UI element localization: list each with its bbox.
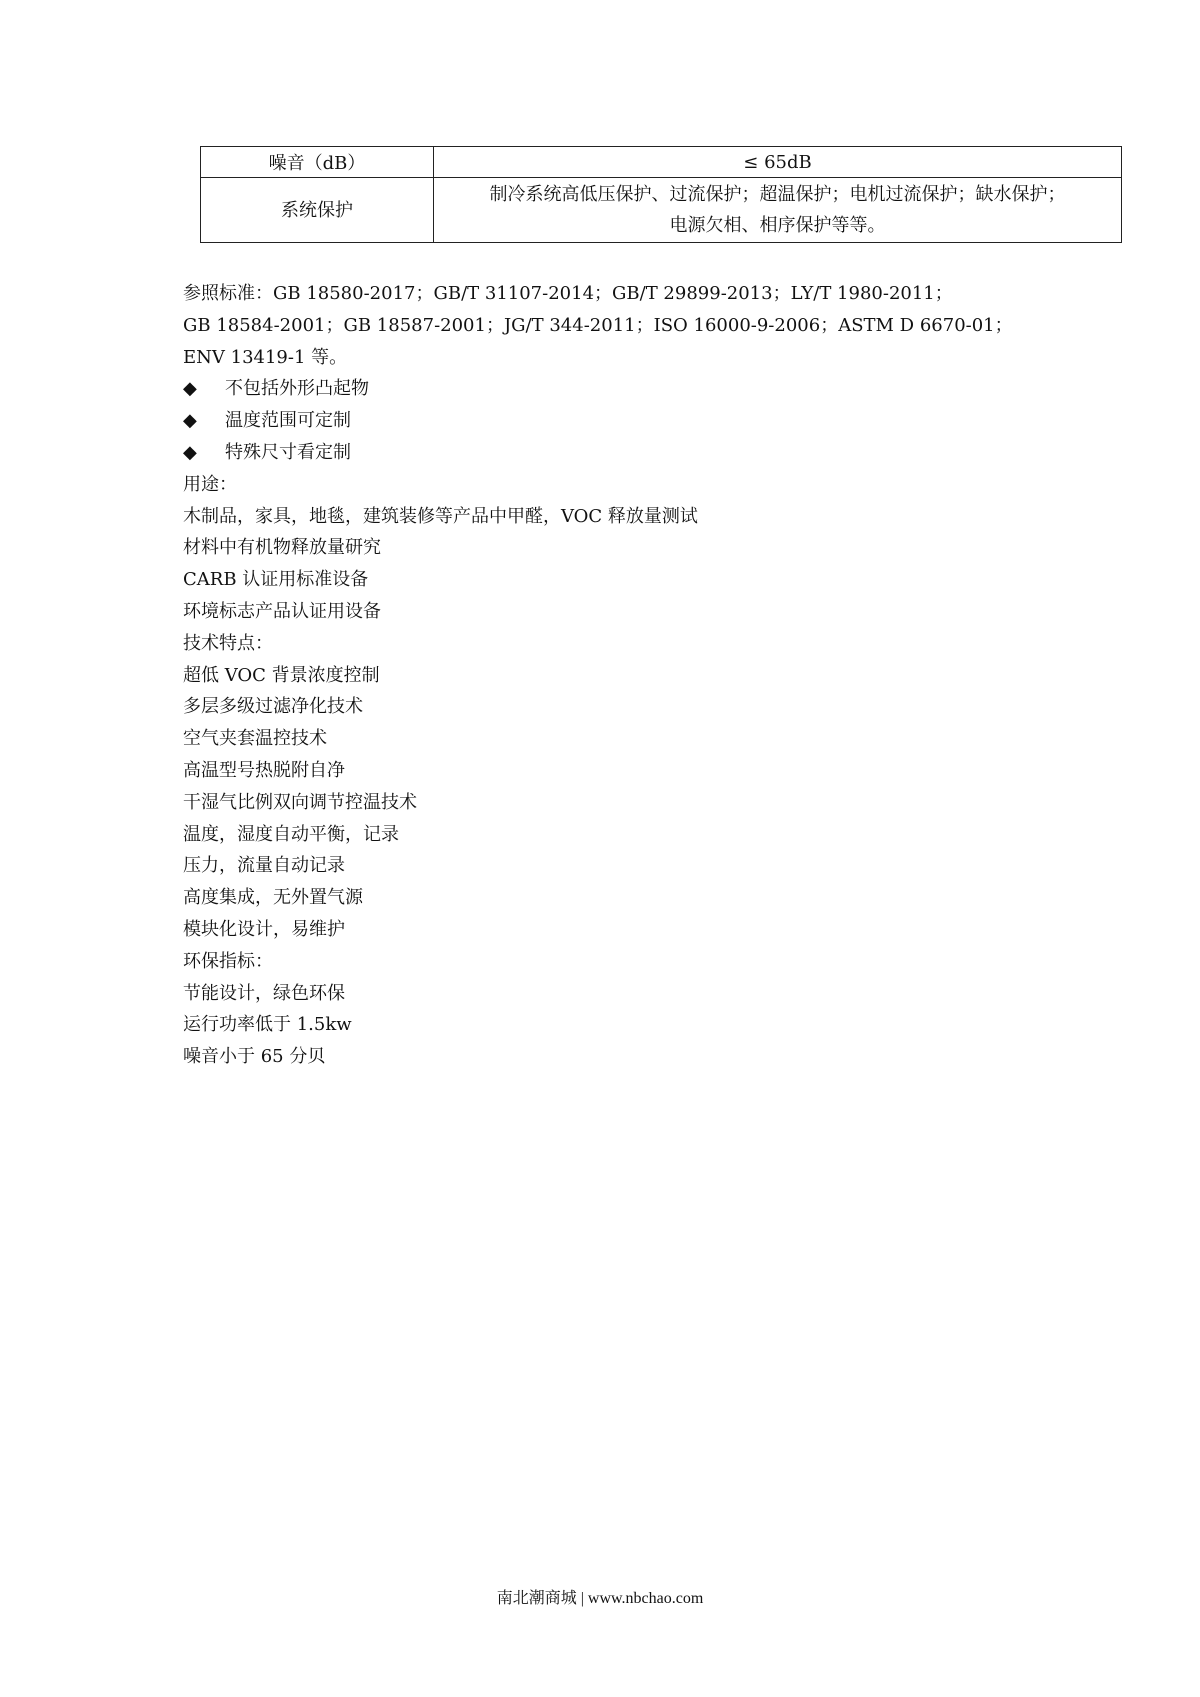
list-item: 压力，流量自动记录 [183, 855, 345, 877]
diamond-bullet-icon: ◆ [183, 378, 197, 400]
bullet-text: 特殊尺寸看定制 [225, 441, 351, 463]
section-heading-features: 技术特点： [183, 632, 273, 654]
table-cell-value [434, 147, 1122, 178]
bullet-text: 温度范围可定制 [225, 410, 351, 432]
list-item: 空气夹套温控技术 [183, 728, 327, 750]
list-item: 节能设计，绿色环保 [183, 982, 345, 1004]
list-item: 温度，湿度自动平衡，记录 [183, 823, 399, 845]
diamond-bullet-icon: ◆ [183, 441, 197, 463]
list-item: 干湿气比例双向调节控温技术 [183, 791, 417, 813]
document-body [183, 278, 1123, 1073]
bullet-item [183, 373, 1123, 405]
list-item: 运行功率低于 1.5kw [183, 1014, 352, 1036]
cell-text-line: 制冷系统高低压保护、过流保护；超温保护；电机过流保护；缺水保护； [489, 184, 1066, 205]
list-item: 材料中有机物释放量研究 [183, 537, 381, 559]
list-item: 高度集成，无外置气源 [183, 887, 363, 909]
list-item: 噪音小于 65 分贝 [183, 1046, 326, 1068]
diamond-bullet-icon: ◆ [183, 410, 197, 432]
standards-line: 参照标准：GB 18580-2017；GB/T 31107-2014；GB/T 29899-2013；LY/T 1980-2011； [183, 283, 953, 304]
spec-table [200, 146, 1122, 243]
section-heading-environment: 环保指标： [183, 950, 273, 972]
bullet-item [183, 405, 1123, 437]
table-cell-label: 噪音（dB） [201, 147, 434, 178]
list-item: 高温型号热脱附自净 [183, 759, 345, 781]
table-row [201, 178, 1122, 243]
table-row [201, 147, 1122, 178]
list-item: 超低 VOC 背景浓度控制 [183, 664, 380, 686]
cell-text-line: 电源欠相、相序保护等等。 [669, 215, 886, 236]
list-item: 木制品，家具，地毯，建筑装修等产品中甲醛，VOC 释放量测试 [183, 505, 698, 527]
cell-text-line: ≤ 65dB [743, 151, 812, 173]
list-item: 环境标志产品认证用设备 [183, 600, 381, 622]
table-cell-label: 系统保护 [201, 178, 434, 243]
section-heading-usage: 用途： [183, 473, 237, 495]
list-item: 模块化设计，易维护 [183, 918, 345, 940]
bullet-item [183, 437, 1123, 469]
standards-line: GB 18584-2001；GB 18587-2001；JG/T 344-2011；ISO 16000-9-2006；ASTM D 6670-01； [183, 314, 1013, 336]
list-item: 多层多级过滤净化技术 [183, 696, 363, 718]
list-item: CARB 认证用标准设备 [183, 569, 369, 591]
page-footer: 南北潮商城 | www.nbchao.com [496, 1590, 704, 1607]
table-cell-value [434, 178, 1122, 243]
standards-line: ENV 13419-1 等。 [183, 346, 348, 368]
bullet-text: 不包括外形凸起物 [225, 378, 369, 400]
